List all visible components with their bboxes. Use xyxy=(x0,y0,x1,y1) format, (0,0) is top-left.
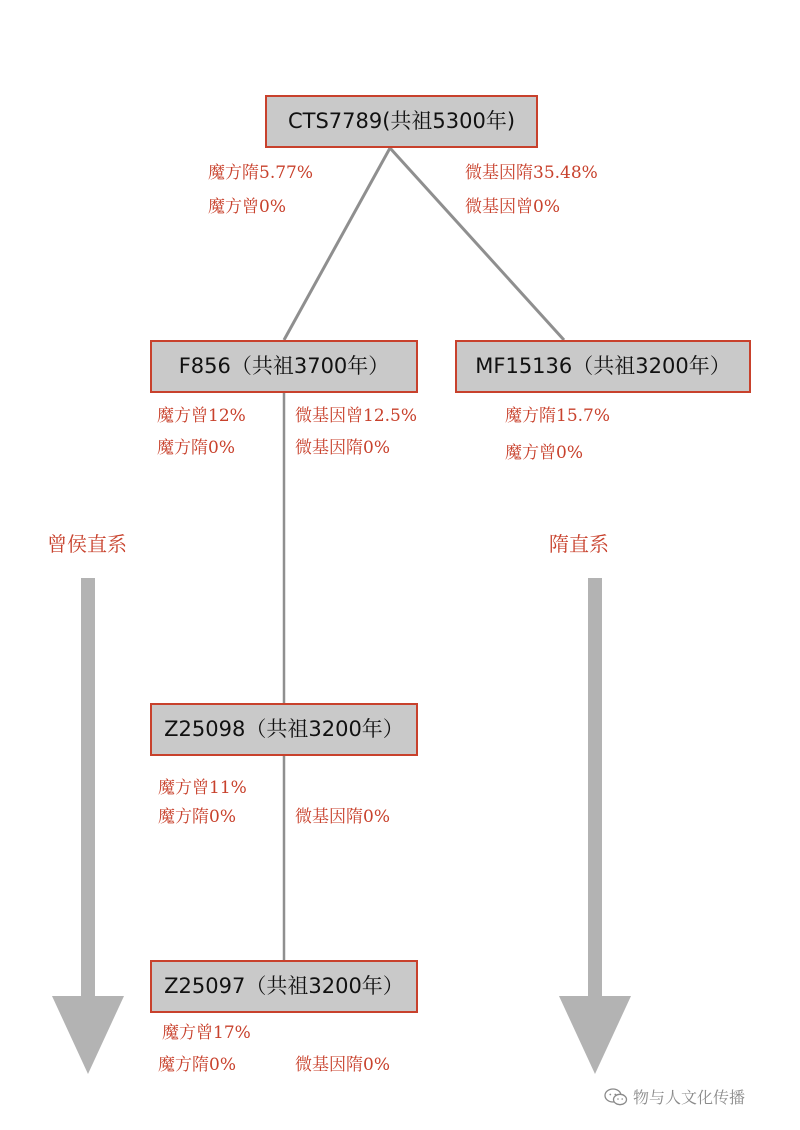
stat-root-right-2: 微基因曾0% xyxy=(465,197,560,217)
stat-z25097-left-1: 魔方曾17% xyxy=(162,1023,251,1043)
stat-z25097-left-2: 魔方隋0% xyxy=(158,1055,236,1075)
wechat-icon xyxy=(604,1088,628,1106)
watermark-text: 物与人文化传播 xyxy=(633,1088,746,1107)
stat-f856-left-2: 魔方隋0% xyxy=(157,438,235,458)
stat-root-right-1: 微基因隋35.48% xyxy=(465,163,598,183)
stat-root-left-2: 魔方曾0% xyxy=(208,197,286,217)
watermark xyxy=(604,1085,745,1108)
stat-root-left-1: 魔方隋5.77% xyxy=(208,163,314,183)
node-mf15136: MF15136（共祖3200年） xyxy=(455,340,751,393)
node-f856: F856（共祖3700年） xyxy=(150,340,418,393)
stat-f856-right-1: 微基因曾12.5% xyxy=(295,406,418,426)
stat-mf15136-1: 魔方隋15.7% xyxy=(505,406,611,426)
stat-z25098-right: 微基因隋0% xyxy=(295,807,390,827)
node-cts7789: CTS7789(共祖5300年) xyxy=(265,95,538,148)
node-z25097: Z25097（共祖3200年） xyxy=(150,960,418,1013)
lineage-label-left: 曾侯直系 xyxy=(47,532,127,556)
lineage-label-right: 隋直系 xyxy=(549,532,609,556)
stat-z25098-left-2: 魔方隋0% xyxy=(158,807,236,827)
left-lineage-arrow xyxy=(52,578,124,1074)
node-z25098: Z25098（共祖3200年） xyxy=(150,703,418,756)
stat-z25097-right: 微基因隋0% xyxy=(295,1055,390,1075)
stat-f856-left-1: 魔方曾12% xyxy=(157,406,246,426)
stat-mf15136-2: 魔方曾0% xyxy=(505,443,583,463)
stat-f856-right-2: 微基因隋0% xyxy=(295,438,390,458)
right-lineage-arrow xyxy=(559,578,631,1074)
stat-z25098-left-1: 魔方曾11% xyxy=(158,778,247,798)
